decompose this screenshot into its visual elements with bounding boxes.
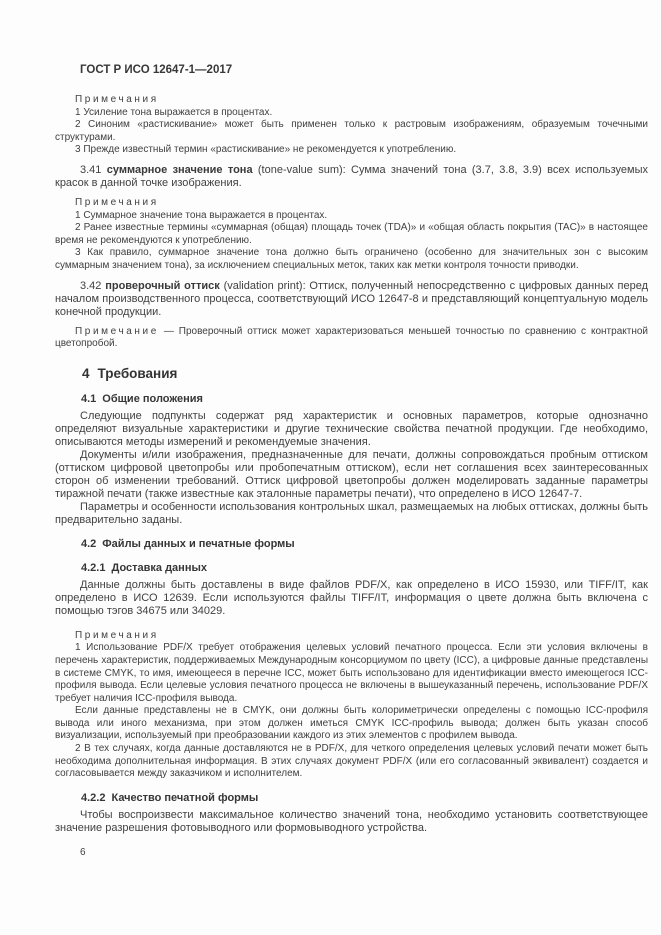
page-number: 6 [80, 846, 86, 858]
note-item: 1 Суммарное значение тона выражается в процентах. [75, 209, 328, 221]
term-definition-342 [55, 280, 648, 319]
section-heading-4-1 [81, 393, 648, 406]
section-number: 4 [82, 365, 90, 381]
term-definition-341 [55, 164, 648, 190]
paragraph: Следующие подпункты содержат ряд характеристик и основных параметров, которые однозначно определяют визуальные характеристики и другие технические свойства печатной продукции. Где необходимо, описываются методы измерений и рекомендуемые значения. [55, 409, 648, 448]
term-body: (validation print): Оттиск, полученный непосредственно с цифровых данных перед началом производственного процесса, соответствующий ИСО 12647-8 и представляющий концептуальную модель конечной продукции. [55, 279, 648, 318]
note-separator: — [158, 325, 179, 337]
note-item: 1 Использование PDF/X требует отображения целевых условий печатного процесса. Если эти условия включены в перечень характеристик, поддерживаемых Международным консорциумом по цвету (ICC), а цифровые данные представлены в системе CMYK, то имя, имеющееся в перечне ICC, может быть использовано для идентификации вместо имеющегося ICC-профиля вывода. Если целевые условия печатного процесса не включены в вышеуказанный перечень, использование PDF/X требует наличия ICC-профиля вывода. [55, 642, 648, 704]
paragraph: Данные должны быть доставлены в виде файлов PDF/X, как определено в ИСО 15930, или TIFF/IT, как определено в ИСО 12639. Если используются файлы TIFF/IT, информация о цвете должна быть включена с помощью тэгов 34675 или 34029. [55, 578, 648, 617]
paragraph: Параметры и особенности использования контрольных шкал, размещаемых на любых оттисках, должны быть предварительно заданы. [55, 500, 648, 526]
paragraph: Документы и/или изображения, предназначенные для печати, должны сопровождаться пробным оттиском (оттиском цифровой цветопробы или пробопечатным оттиском), если нет соглашения всех заинтересованных сторон об изменении требований. Оттиск цифровой цветопробы должен моделировать заданные параметры тиражной печати (также известные как эталонные параметры печати), что определено в ИСО 12647-7. [55, 448, 648, 500]
section-number: 4.2.2 [81, 791, 106, 804]
term-body: (tone-value sum): Сумма значений тона (3.7, 3.8, 3.9) всех используемых красок в данной точке изображения. [55, 163, 649, 189]
term-number: 3.41 [80, 163, 102, 176]
section-heading-4 [82, 366, 648, 382]
section-heading-4-2 [81, 538, 648, 551]
note-item: 3 Прежде известный термин «растискивание» не рекомендуется к употреблению. [75, 144, 457, 156]
notes-block-tone-increase [55, 94, 648, 157]
term-name: проверочный оттиск [105, 279, 220, 292]
section-title: Файлы данных и печатные формы [102, 537, 295, 550]
section-heading-4-2-1 [81, 562, 648, 575]
notes-label: Примечания [75, 196, 159, 208]
notes-block-tone-sum [55, 197, 648, 273]
note-item: 1 Усиление тона выражается в процентах. [75, 106, 273, 118]
note-item: 2 В тех случаях, когда данные доставляются не в PDF/X, для четкого определения целевых условий печати может быть необходима дополнительная информация. В этих случаях документ PDF/X (или его согласованный эквивалент) создается и согласовывается между заказчиком и исполнителем. [55, 743, 648, 780]
section-number: 4.1 [81, 392, 97, 405]
section-title: Требования [97, 365, 178, 381]
notes-label: Примечания [75, 629, 159, 641]
page-header: ГОСТ Р ИСО 12647-1—2017 [80, 64, 233, 76]
note-item: 2 Синоним «растискивание» может быть применен только к растровым изображениям, образуемым точечными структурами. [55, 119, 648, 143]
note-item [55, 326, 648, 351]
note-label: Примечание [75, 325, 159, 337]
section-title: Общие положения [102, 392, 203, 405]
section-number: 4.2 [81, 537, 97, 550]
notes-label: Примечания [75, 94, 159, 105]
note-item: 2 Ранее известные термины «суммарная (общая) площадь точек (TDA)» и «общая область покрытия (TAC)» в настоящее время не рекомендуются к употреблению. [55, 222, 648, 246]
note-block-validation [55, 326, 648, 351]
section-title: Качество печатной формы [111, 791, 259, 804]
note-item: 3 Как правило, суммарное значение тона должно быть ограничено (особенно для значительных зон с высоким суммарным значением тона), за исключением специальных меток, таких как метки контроля точности приводки. [55, 247, 648, 271]
section-heading-4-2-2 [81, 792, 648, 805]
note-item: Если данные представлены не в CMYK, они должны быть колориметрически определены с помощью ICC-профиля вывода или иного механизма, при этом должен иметься CMYK ICC-профиль вывода; должен быть указан способ визуализации, используемый при преобразовании каждого из этих элементов с профилем вывода. [55, 705, 648, 742]
section-number: 4.2.1 [81, 561, 106, 574]
term-name: суммарное значение тона [106, 163, 253, 176]
section-title: Доставка данных [111, 561, 207, 574]
paragraph: Чтобы воспроизвести максимальное количество значений тона, необходимо установить соответствующее значение разрешения фотовыводного или формовыводного устройства. [55, 808, 648, 834]
notes-block-data-delivery [55, 630, 648, 781]
note-text: Проверочный оттиск может характеризоваться меньшей точностью по сравнению с контрактной цветопробой. [55, 325, 648, 350]
term-number: 3.42 [80, 279, 102, 292]
